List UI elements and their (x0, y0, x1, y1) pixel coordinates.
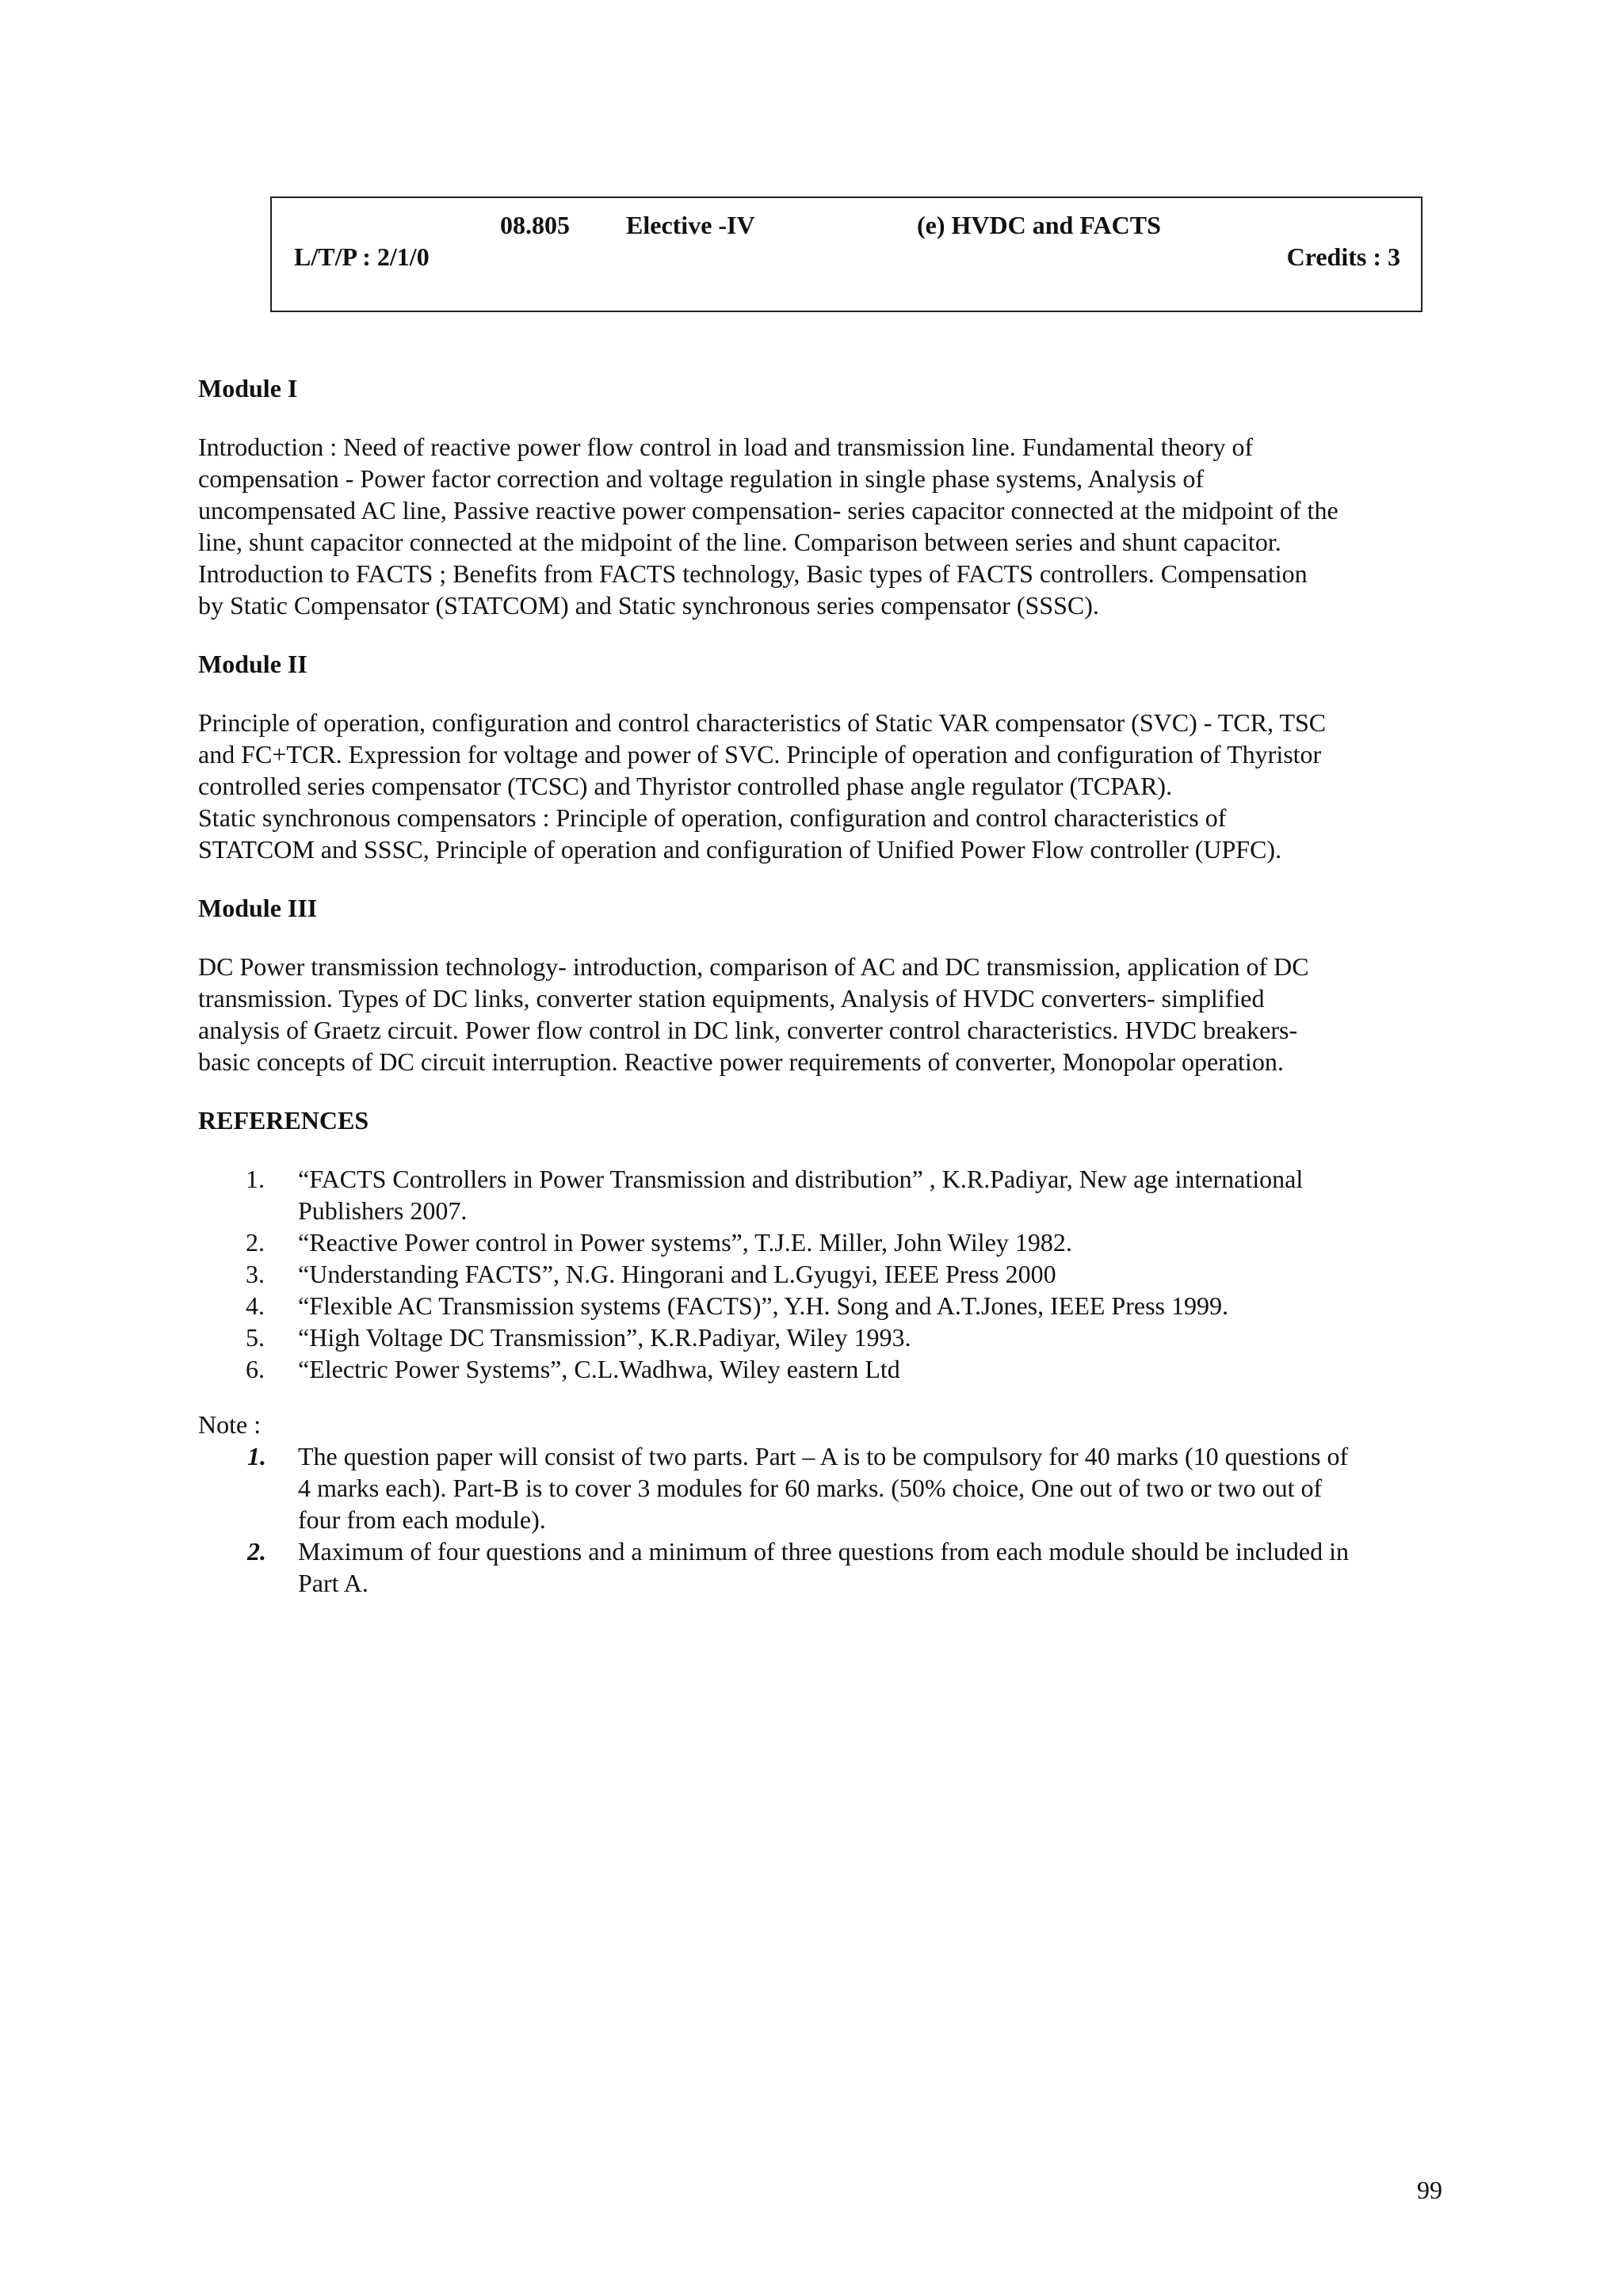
syllabus-content (198, 372, 1442, 1599)
note-item (198, 1440, 1442, 1535)
reference-text: “FACTS Controllers in Power Transmission and distribution” , K.R.Padiyar, New age international Publishers 2007. (298, 1165, 1304, 1225)
page-number: 99 (1417, 2176, 1442, 2204)
reference-item (198, 1163, 1442, 1226)
reference-number: 4. (246, 1291, 265, 1320)
references-section (198, 1104, 1442, 1385)
note-label: Note : (198, 1410, 262, 1439)
module-2-text: Principle of operation, configuration and control characteristics of Static VAR compensator (SVC) - TCR, TSC and FC+TCR. Expression for voltage and power of SVC. Principle of operation and configuration of Thyristor controlled series compensator (TCSC) and Thyristor controlled phase angle regulator (TCPAR). Static synchronous compensators : Principle of operation, configuration and control characteristics of STATCOM and SSSC, Principle of operation and configuration of Unified Power Flow controller (UPFC). (198, 708, 1327, 864)
module-3-section (198, 892, 1442, 1077)
reference-text: “Understanding FACTS”, N.G. Hingorani and L.Gyugyi, IEEE Press 2000 (298, 1260, 1056, 1288)
credits-label: Credits : 3 (1286, 242, 1400, 271)
reference-number: 5. (246, 1323, 265, 1352)
reference-number: 6. (246, 1355, 265, 1383)
references-title: REFERENCES (198, 1106, 369, 1135)
module-2-section (198, 648, 1442, 865)
reference-item (198, 1226, 1442, 1258)
module-1-title: Module I (198, 374, 298, 402)
module-1-section (198, 372, 1442, 621)
module-3-title: Module III (198, 894, 318, 922)
reference-text: “Flexible AC Transmission systems (FACTS)”, Y.H. Song and A.T.Jones, IEEE Press 1999. (298, 1291, 1228, 1320)
references-list (198, 1163, 1442, 1385)
reference-number: 2. (246, 1228, 265, 1257)
note-section (198, 1409, 1442, 1599)
note-number: 1. (247, 1442, 266, 1470)
note-number: 2. (247, 1537, 266, 1566)
module-1-text: Introduction : Need of reactive power flow control in load and transmission line. Fundamental theory of compensation - Power factor correction and voltage regulation in single phase systems, Analysis of uncompensated AC line, Passive reactive power compensation- series capacitor connected at the midpoint of the line, shunt capacitor connected at the midpoint of the line. Comparison between series and shunt capacitor. Introduction to FACTS ; Benefits from FACTS technology, Basic types of FACTS controllers. Compensation by Static Compensator (STATCOM) and Static synchronous series compensator (SSSC). (198, 433, 1338, 620)
elective-label: Elective -IV (626, 211, 755, 239)
ltp-label: L/T/P : 2/1/0 (294, 242, 430, 271)
note-item (198, 1535, 1442, 1599)
reference-item (198, 1290, 1442, 1322)
course-subject: (e) HVDC and FACTS (917, 211, 1161, 239)
reference-number: 3. (246, 1260, 265, 1288)
note-text: Maximum of four questions and a minimum of three questions from each module should be included in Part A. (298, 1537, 1349, 1597)
reference-text: “Electric Power Systems”, C.L.Wadhwa, Wiley eastern Ltd (298, 1355, 900, 1383)
module-2-title: Module II (198, 650, 307, 678)
reference-item (198, 1258, 1442, 1290)
course-code: 08.805 (500, 211, 570, 239)
reference-item (198, 1322, 1442, 1353)
course-header-box (270, 196, 1423, 312)
reference-text: “High Voltage DC Transmission”, K.R.Padiyar, Wiley 1993. (298, 1323, 911, 1352)
reference-item (198, 1353, 1442, 1385)
reference-text: “Reactive Power control in Power systems”, T.J.E. Miller, John Wiley 1982. (298, 1228, 1072, 1257)
module-3-text: DC Power transmission technology- introduction, comparison of AC and DC transmission, application of DC transmission. Types of DC links, converter station equipments, Analysis of HVDC converters- simplified analysis of Graetz circuit. Power flow control in DC link, converter control characteristics. HVDC breakers- basic concepts of DC circuit interruption. Reactive power requirements of converter, Monopolar operation. (198, 952, 1309, 1076)
note-text: The question paper will consist of two parts. Part – A is to be compulsory for 40 marks (10 questions of 4 marks each). Part-B is to cover 3 modules for 60 marks. (50% choice, One out of two or two out of four from each module). (298, 1442, 1349, 1534)
note-list (198, 1440, 1442, 1599)
reference-number: 1. (246, 1165, 265, 1193)
